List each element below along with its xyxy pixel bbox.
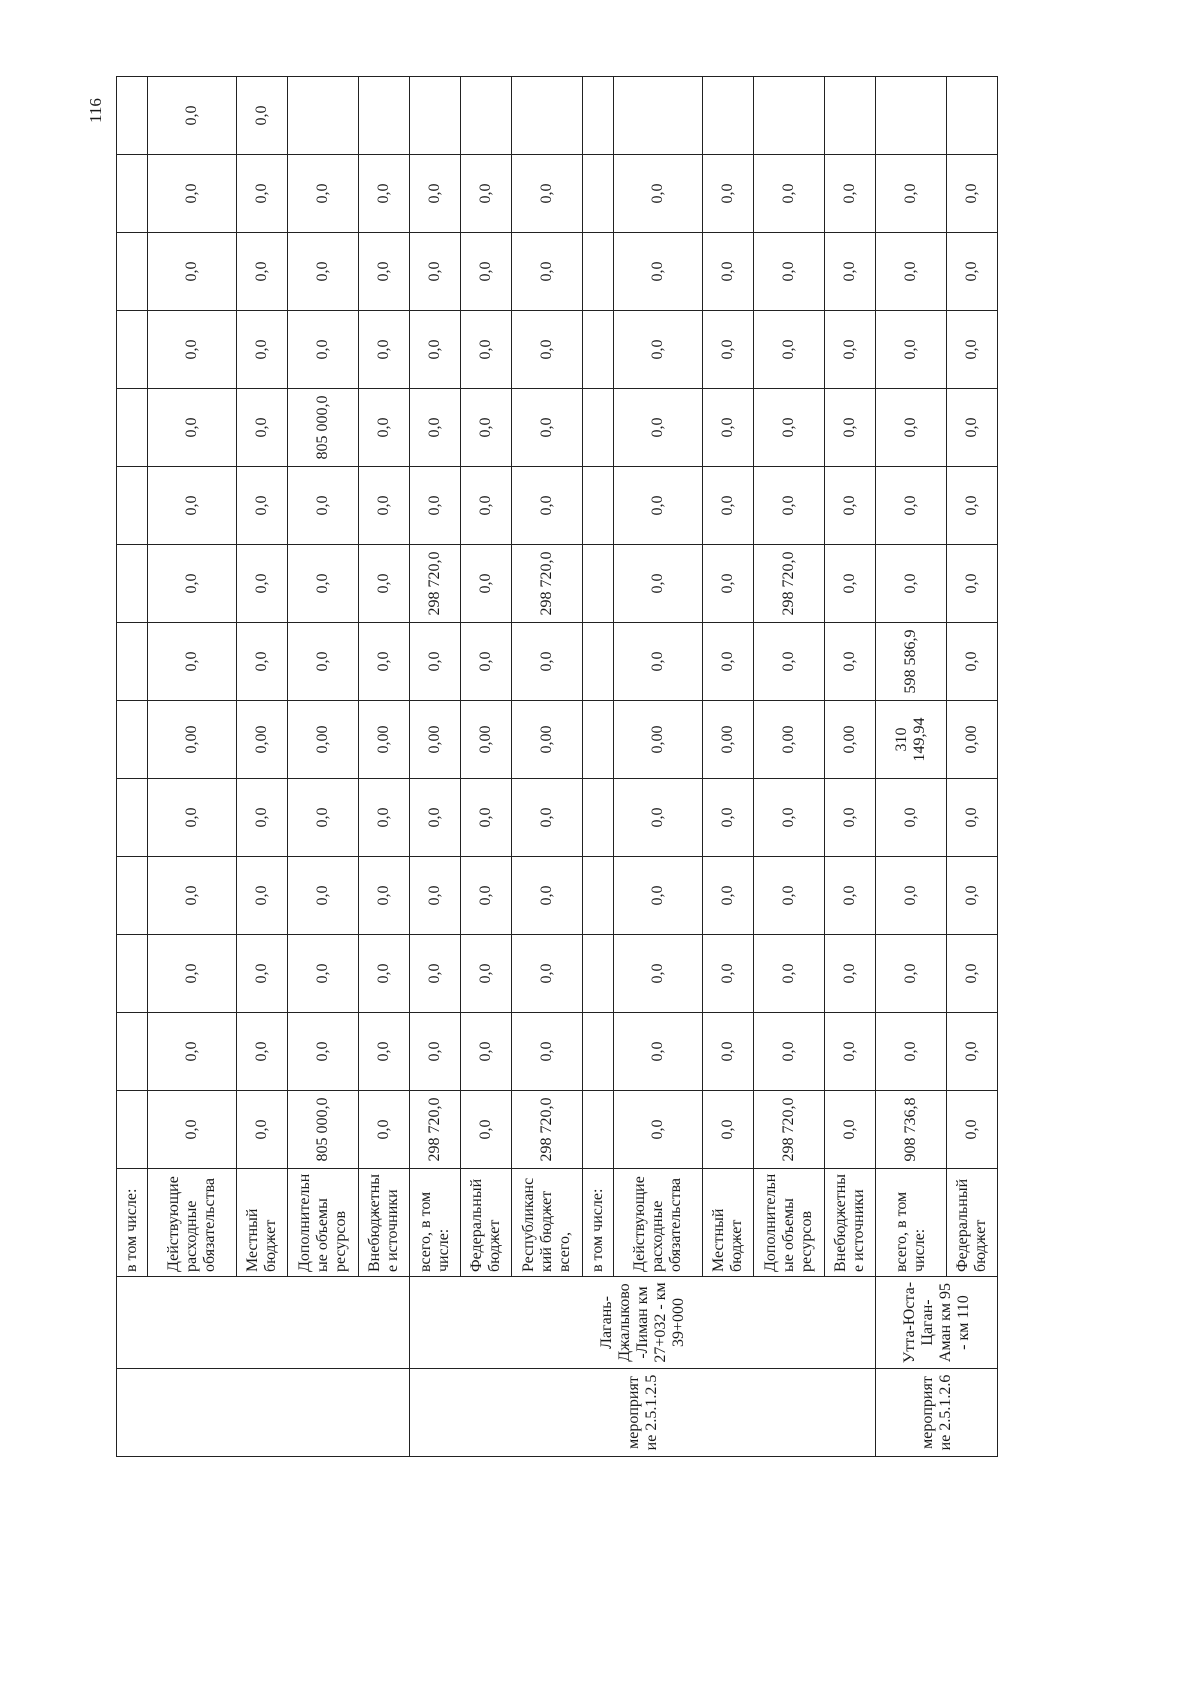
source-label: Дополнительные объемы ресурсов bbox=[288, 1169, 359, 1277]
value-cell: 0,0 bbox=[461, 779, 512, 857]
value-cell: 0,0 bbox=[359, 1013, 410, 1091]
value-cell: 0,0 bbox=[461, 1091, 512, 1169]
value-cell bbox=[461, 77, 512, 155]
source-label: всего, в том числе: bbox=[876, 1169, 947, 1277]
value-cell: 0,0 bbox=[148, 467, 237, 545]
value-cell: 0,0 bbox=[825, 155, 876, 233]
value-cell bbox=[583, 701, 614, 779]
value-cell bbox=[583, 1013, 614, 1091]
value-cell: 0,0 bbox=[512, 1013, 583, 1091]
value-cell: 0,0 bbox=[288, 233, 359, 311]
table-row bbox=[825, 77, 876, 1457]
value-cell: 0,0 bbox=[703, 311, 754, 389]
value-cell bbox=[583, 1091, 614, 1169]
value-cell: 805 000,0 bbox=[288, 1091, 359, 1169]
value-cell: 0,0 bbox=[876, 311, 947, 389]
value-cell: 908 736,8 bbox=[876, 1091, 947, 1169]
source-label: Федеральный бюджет bbox=[947, 1169, 998, 1277]
value-cell: 0,00 bbox=[614, 701, 703, 779]
value-cell: 0,00 bbox=[359, 701, 410, 779]
value-cell bbox=[117, 77, 148, 155]
measure-label-cell bbox=[117, 1369, 410, 1457]
value-cell bbox=[614, 77, 703, 155]
value-cell: 0,0 bbox=[754, 1013, 825, 1091]
value-cell bbox=[359, 77, 410, 155]
value-cell: 0,0 bbox=[237, 857, 288, 935]
value-cell: 0,0 bbox=[410, 623, 461, 701]
value-cell: 0,0 bbox=[947, 545, 998, 623]
value-cell: 0,0 bbox=[614, 233, 703, 311]
value-cell bbox=[117, 233, 148, 311]
value-cell: 0,0 bbox=[461, 545, 512, 623]
value-cell: 0,0 bbox=[359, 233, 410, 311]
value-cell: 0,0 bbox=[703, 545, 754, 623]
object-name-cell: Утта-Юста-Цаган-Аман км 95 - км 110 bbox=[876, 1277, 998, 1369]
value-cell bbox=[117, 1091, 148, 1169]
value-cell: 0,0 bbox=[947, 857, 998, 935]
value-cell: 0,0 bbox=[288, 857, 359, 935]
value-cell bbox=[583, 389, 614, 467]
value-cell bbox=[117, 1013, 148, 1091]
value-cell: 0,0 bbox=[825, 389, 876, 467]
table-row bbox=[876, 77, 947, 1457]
value-cell: 0,0 bbox=[359, 311, 410, 389]
table-row bbox=[461, 77, 512, 1457]
table-row bbox=[754, 77, 825, 1457]
value-cell: 0,0 bbox=[614, 389, 703, 467]
value-cell: 0,0 bbox=[703, 779, 754, 857]
value-cell: 0,0 bbox=[512, 233, 583, 311]
value-cell: 0,0 bbox=[148, 1091, 237, 1169]
value-cell: 0,0 bbox=[288, 311, 359, 389]
value-cell: 0,0 bbox=[947, 311, 998, 389]
table-row bbox=[410, 77, 461, 1457]
value-cell: 0,0 bbox=[614, 935, 703, 1013]
table-row bbox=[614, 77, 703, 1457]
value-cell: 0,0 bbox=[754, 857, 825, 935]
value-cell bbox=[410, 77, 461, 155]
value-cell: 0,0 bbox=[288, 155, 359, 233]
value-cell bbox=[512, 77, 583, 155]
value-cell: 0,0 bbox=[461, 311, 512, 389]
value-cell: 0,0 bbox=[512, 467, 583, 545]
value-cell: 0,0 bbox=[614, 155, 703, 233]
value-cell: 0,0 bbox=[461, 155, 512, 233]
value-cell: 0,0 bbox=[410, 935, 461, 1013]
value-cell: 0,0 bbox=[512, 389, 583, 467]
value-cell: 0,0 bbox=[825, 1013, 876, 1091]
value-cell: 0,0 bbox=[614, 1013, 703, 1091]
value-cell: 0,0 bbox=[461, 233, 512, 311]
source-label: Действующие расходные обязательства bbox=[148, 1169, 237, 1277]
value-cell: 0,0 bbox=[512, 155, 583, 233]
value-cell: 0,0 bbox=[288, 935, 359, 1013]
value-cell: 0,0 bbox=[754, 155, 825, 233]
value-cell: 0,0 bbox=[148, 779, 237, 857]
value-cell bbox=[583, 233, 614, 311]
value-cell: 0,0 bbox=[410, 1013, 461, 1091]
value-cell: 0,0 bbox=[754, 233, 825, 311]
value-cell bbox=[583, 623, 614, 701]
value-cell bbox=[117, 467, 148, 545]
value-cell: 0,0 bbox=[876, 935, 947, 1013]
value-cell: 0,0 bbox=[288, 545, 359, 623]
value-cell: 298 720,0 bbox=[754, 545, 825, 623]
value-cell: 298 720,0 bbox=[410, 545, 461, 623]
value-cell: 0,00 bbox=[703, 701, 754, 779]
value-cell: 0,0 bbox=[754, 935, 825, 1013]
value-cell: 0,0 bbox=[876, 467, 947, 545]
value-cell: 0,0 bbox=[703, 233, 754, 311]
value-cell: 0,0 bbox=[614, 779, 703, 857]
value-cell bbox=[947, 77, 998, 155]
value-cell: 0,0 bbox=[825, 779, 876, 857]
value-cell: 0,0 bbox=[754, 389, 825, 467]
value-cell: 0,0 bbox=[512, 779, 583, 857]
value-cell: 0,0 bbox=[359, 935, 410, 1013]
value-cell bbox=[117, 155, 148, 233]
value-cell: 0,0 bbox=[359, 467, 410, 545]
value-cell: 0,00 bbox=[512, 701, 583, 779]
value-cell: 0,0 bbox=[461, 1013, 512, 1091]
table-row bbox=[148, 77, 237, 1457]
value-cell: 0,0 bbox=[237, 389, 288, 467]
measure-label-cell: мероприятие 2.5.1.2.6 bbox=[876, 1369, 998, 1457]
value-cell: 0,0 bbox=[461, 389, 512, 467]
value-cell bbox=[288, 77, 359, 155]
value-cell: 0,0 bbox=[410, 311, 461, 389]
source-label: всего, в том числе: bbox=[410, 1169, 461, 1277]
value-cell: 298 720,0 bbox=[754, 1091, 825, 1169]
value-cell: 0,0 bbox=[614, 623, 703, 701]
value-cell: 0,0 bbox=[288, 467, 359, 545]
object-name-cell: Лагань-Джалыково-Лиман км 27+032 - км 39+000 bbox=[410, 1277, 876, 1369]
value-cell: 0,0 bbox=[288, 1013, 359, 1091]
value-cell: 0,0 bbox=[876, 155, 947, 233]
value-cell: 298 720,0 bbox=[512, 545, 583, 623]
value-cell: 0,00 bbox=[288, 701, 359, 779]
value-cell bbox=[703, 77, 754, 155]
measure-label-cell: мероприятие 2.5.1.2.5 bbox=[410, 1369, 876, 1457]
value-cell bbox=[583, 545, 614, 623]
table-row bbox=[237, 77, 288, 1457]
value-cell: 0,0 bbox=[754, 779, 825, 857]
value-cell: 0,0 bbox=[703, 1091, 754, 1169]
value-cell bbox=[583, 779, 614, 857]
source-label: Внебюджетные источники bbox=[359, 1169, 410, 1277]
value-cell: 0,0 bbox=[825, 623, 876, 701]
value-cell: 0,0 bbox=[410, 779, 461, 857]
table-row bbox=[583, 77, 614, 1457]
value-cell bbox=[117, 545, 148, 623]
value-cell bbox=[583, 857, 614, 935]
value-cell: 0,0 bbox=[614, 545, 703, 623]
value-cell bbox=[876, 77, 947, 155]
budget-table bbox=[116, 76, 998, 1457]
value-cell: 0,0 bbox=[947, 779, 998, 857]
page-number: 116 bbox=[86, 98, 105, 123]
value-cell: 0,0 bbox=[148, 1013, 237, 1091]
value-cell: 0,0 bbox=[825, 1091, 876, 1169]
value-cell: 0,0 bbox=[359, 779, 410, 857]
value-cell: 0,00 bbox=[825, 701, 876, 779]
value-cell: 0,0 bbox=[876, 545, 947, 623]
value-cell: 0,0 bbox=[237, 77, 288, 155]
value-cell: 0,0 bbox=[237, 311, 288, 389]
value-cell bbox=[754, 77, 825, 155]
value-cell: 0,0 bbox=[237, 233, 288, 311]
value-cell: 0,0 bbox=[148, 311, 237, 389]
value-cell: 0,00 bbox=[947, 701, 998, 779]
table-row bbox=[703, 77, 754, 1457]
source-label: Действующие расходные обязательства bbox=[614, 1169, 703, 1277]
value-cell: 0,0 bbox=[947, 935, 998, 1013]
value-cell: 0,0 bbox=[614, 857, 703, 935]
value-cell: 0,0 bbox=[461, 623, 512, 701]
value-cell: 0,0 bbox=[461, 857, 512, 935]
value-cell: 0,00 bbox=[148, 701, 237, 779]
value-cell: 0,0 bbox=[825, 311, 876, 389]
object-name-cell bbox=[117, 1277, 410, 1369]
value-cell: 0,0 bbox=[410, 155, 461, 233]
table-row bbox=[117, 77, 148, 1457]
table-row bbox=[947, 77, 998, 1457]
value-cell: 298 720,0 bbox=[512, 1091, 583, 1169]
source-label: в том числе: bbox=[117, 1169, 148, 1277]
value-cell: 0,0 bbox=[148, 857, 237, 935]
value-cell: 0,0 bbox=[703, 467, 754, 545]
source-label: Местный бюджет bbox=[703, 1169, 754, 1277]
value-cell bbox=[117, 389, 148, 467]
value-cell: 0,0 bbox=[148, 623, 237, 701]
value-cell bbox=[583, 311, 614, 389]
value-cell: 0,0 bbox=[947, 1013, 998, 1091]
value-cell: 0,0 bbox=[410, 389, 461, 467]
value-cell: 298 720,0 bbox=[410, 1091, 461, 1169]
value-cell bbox=[117, 857, 148, 935]
value-cell: 0,0 bbox=[754, 311, 825, 389]
value-cell: 0,0 bbox=[614, 467, 703, 545]
value-cell: 0,0 bbox=[825, 857, 876, 935]
value-cell: 0,0 bbox=[237, 1013, 288, 1091]
value-cell: 598 586,9 bbox=[876, 623, 947, 701]
value-cell: 0,0 bbox=[703, 857, 754, 935]
value-cell: 0,0 bbox=[237, 545, 288, 623]
value-cell: 0,0 bbox=[461, 935, 512, 1013]
value-cell: 0,0 bbox=[148, 935, 237, 1013]
source-label: Федеральный бюджет bbox=[461, 1169, 512, 1277]
value-cell: 805 000,0 bbox=[288, 389, 359, 467]
value-cell: 0,0 bbox=[359, 623, 410, 701]
value-cell: 0,0 bbox=[148, 545, 237, 623]
value-cell: 0,0 bbox=[876, 857, 947, 935]
value-cell: 0,0 bbox=[512, 623, 583, 701]
value-cell: 0,0 bbox=[148, 155, 237, 233]
value-cell: 0,0 bbox=[410, 467, 461, 545]
value-cell: 0,0 bbox=[359, 545, 410, 623]
value-cell bbox=[117, 779, 148, 857]
value-cell: 0,00 bbox=[237, 701, 288, 779]
value-cell bbox=[117, 311, 148, 389]
value-cell: 0,00 bbox=[410, 701, 461, 779]
value-cell: 0,0 bbox=[148, 77, 237, 155]
value-cell: 0,0 bbox=[876, 779, 947, 857]
value-cell: 0,0 bbox=[512, 311, 583, 389]
value-cell: 0,0 bbox=[237, 467, 288, 545]
source-label: Местный бюджет bbox=[237, 1169, 288, 1277]
value-cell: 0,0 bbox=[703, 389, 754, 467]
value-cell bbox=[825, 77, 876, 155]
source-label: Внебюджетные источники bbox=[825, 1169, 876, 1277]
value-cell: 0,0 bbox=[876, 389, 947, 467]
table-row bbox=[288, 77, 359, 1457]
value-cell bbox=[583, 467, 614, 545]
value-cell: 0,0 bbox=[876, 233, 947, 311]
value-cell: 0,0 bbox=[148, 233, 237, 311]
value-cell: 0,0 bbox=[947, 155, 998, 233]
value-cell: 310 149,94 bbox=[876, 701, 947, 779]
source-label: Дополнительные объемы ресурсов bbox=[754, 1169, 825, 1277]
value-cell: 0,0 bbox=[359, 1091, 410, 1169]
value-cell: 0,0 bbox=[237, 155, 288, 233]
value-cell: 0,0 bbox=[825, 467, 876, 545]
value-cell: 0,0 bbox=[754, 467, 825, 545]
value-cell: 0,0 bbox=[288, 779, 359, 857]
value-cell bbox=[117, 935, 148, 1013]
value-cell: 0,00 bbox=[461, 701, 512, 779]
value-cell: 0,0 bbox=[359, 857, 410, 935]
value-cell: 0,0 bbox=[512, 857, 583, 935]
source-label: Республиканский бюджет всего, bbox=[512, 1169, 583, 1277]
value-cell: 0,0 bbox=[947, 389, 998, 467]
value-cell: 0,0 bbox=[703, 155, 754, 233]
value-cell: 0,0 bbox=[359, 389, 410, 467]
value-cell bbox=[583, 77, 614, 155]
value-cell bbox=[583, 155, 614, 233]
value-cell bbox=[117, 701, 148, 779]
value-cell: 0,0 bbox=[754, 623, 825, 701]
value-cell: 0,0 bbox=[148, 389, 237, 467]
value-cell: 0,0 bbox=[825, 935, 876, 1013]
value-cell bbox=[583, 935, 614, 1013]
value-cell: 0,0 bbox=[237, 935, 288, 1013]
value-cell: 0,00 bbox=[754, 701, 825, 779]
value-cell: 0,0 bbox=[512, 935, 583, 1013]
value-cell: 0,0 bbox=[461, 467, 512, 545]
value-cell: 0,0 bbox=[359, 155, 410, 233]
value-cell: 0,0 bbox=[947, 1091, 998, 1169]
source-label: в том числе: bbox=[583, 1169, 614, 1277]
value-cell: 0,0 bbox=[703, 623, 754, 701]
value-cell: 0,0 bbox=[825, 233, 876, 311]
table-row bbox=[512, 77, 583, 1457]
value-cell: 0,0 bbox=[410, 233, 461, 311]
value-cell: 0,0 bbox=[237, 623, 288, 701]
value-cell: 0,0 bbox=[614, 311, 703, 389]
value-cell: 0,0 bbox=[410, 857, 461, 935]
value-cell: 0,0 bbox=[237, 1091, 288, 1169]
value-cell: 0,0 bbox=[947, 623, 998, 701]
value-cell: 0,0 bbox=[876, 1013, 947, 1091]
value-cell: 0,0 bbox=[288, 623, 359, 701]
value-cell: 0,0 bbox=[947, 467, 998, 545]
value-cell: 0,0 bbox=[703, 1013, 754, 1091]
value-cell: 0,0 bbox=[614, 1091, 703, 1169]
table-row bbox=[359, 77, 410, 1457]
value-cell: 0,0 bbox=[825, 545, 876, 623]
value-cell: 0,0 bbox=[237, 779, 288, 857]
value-cell: 0,0 bbox=[703, 935, 754, 1013]
value-cell bbox=[117, 623, 148, 701]
value-cell: 0,0 bbox=[947, 233, 998, 311]
